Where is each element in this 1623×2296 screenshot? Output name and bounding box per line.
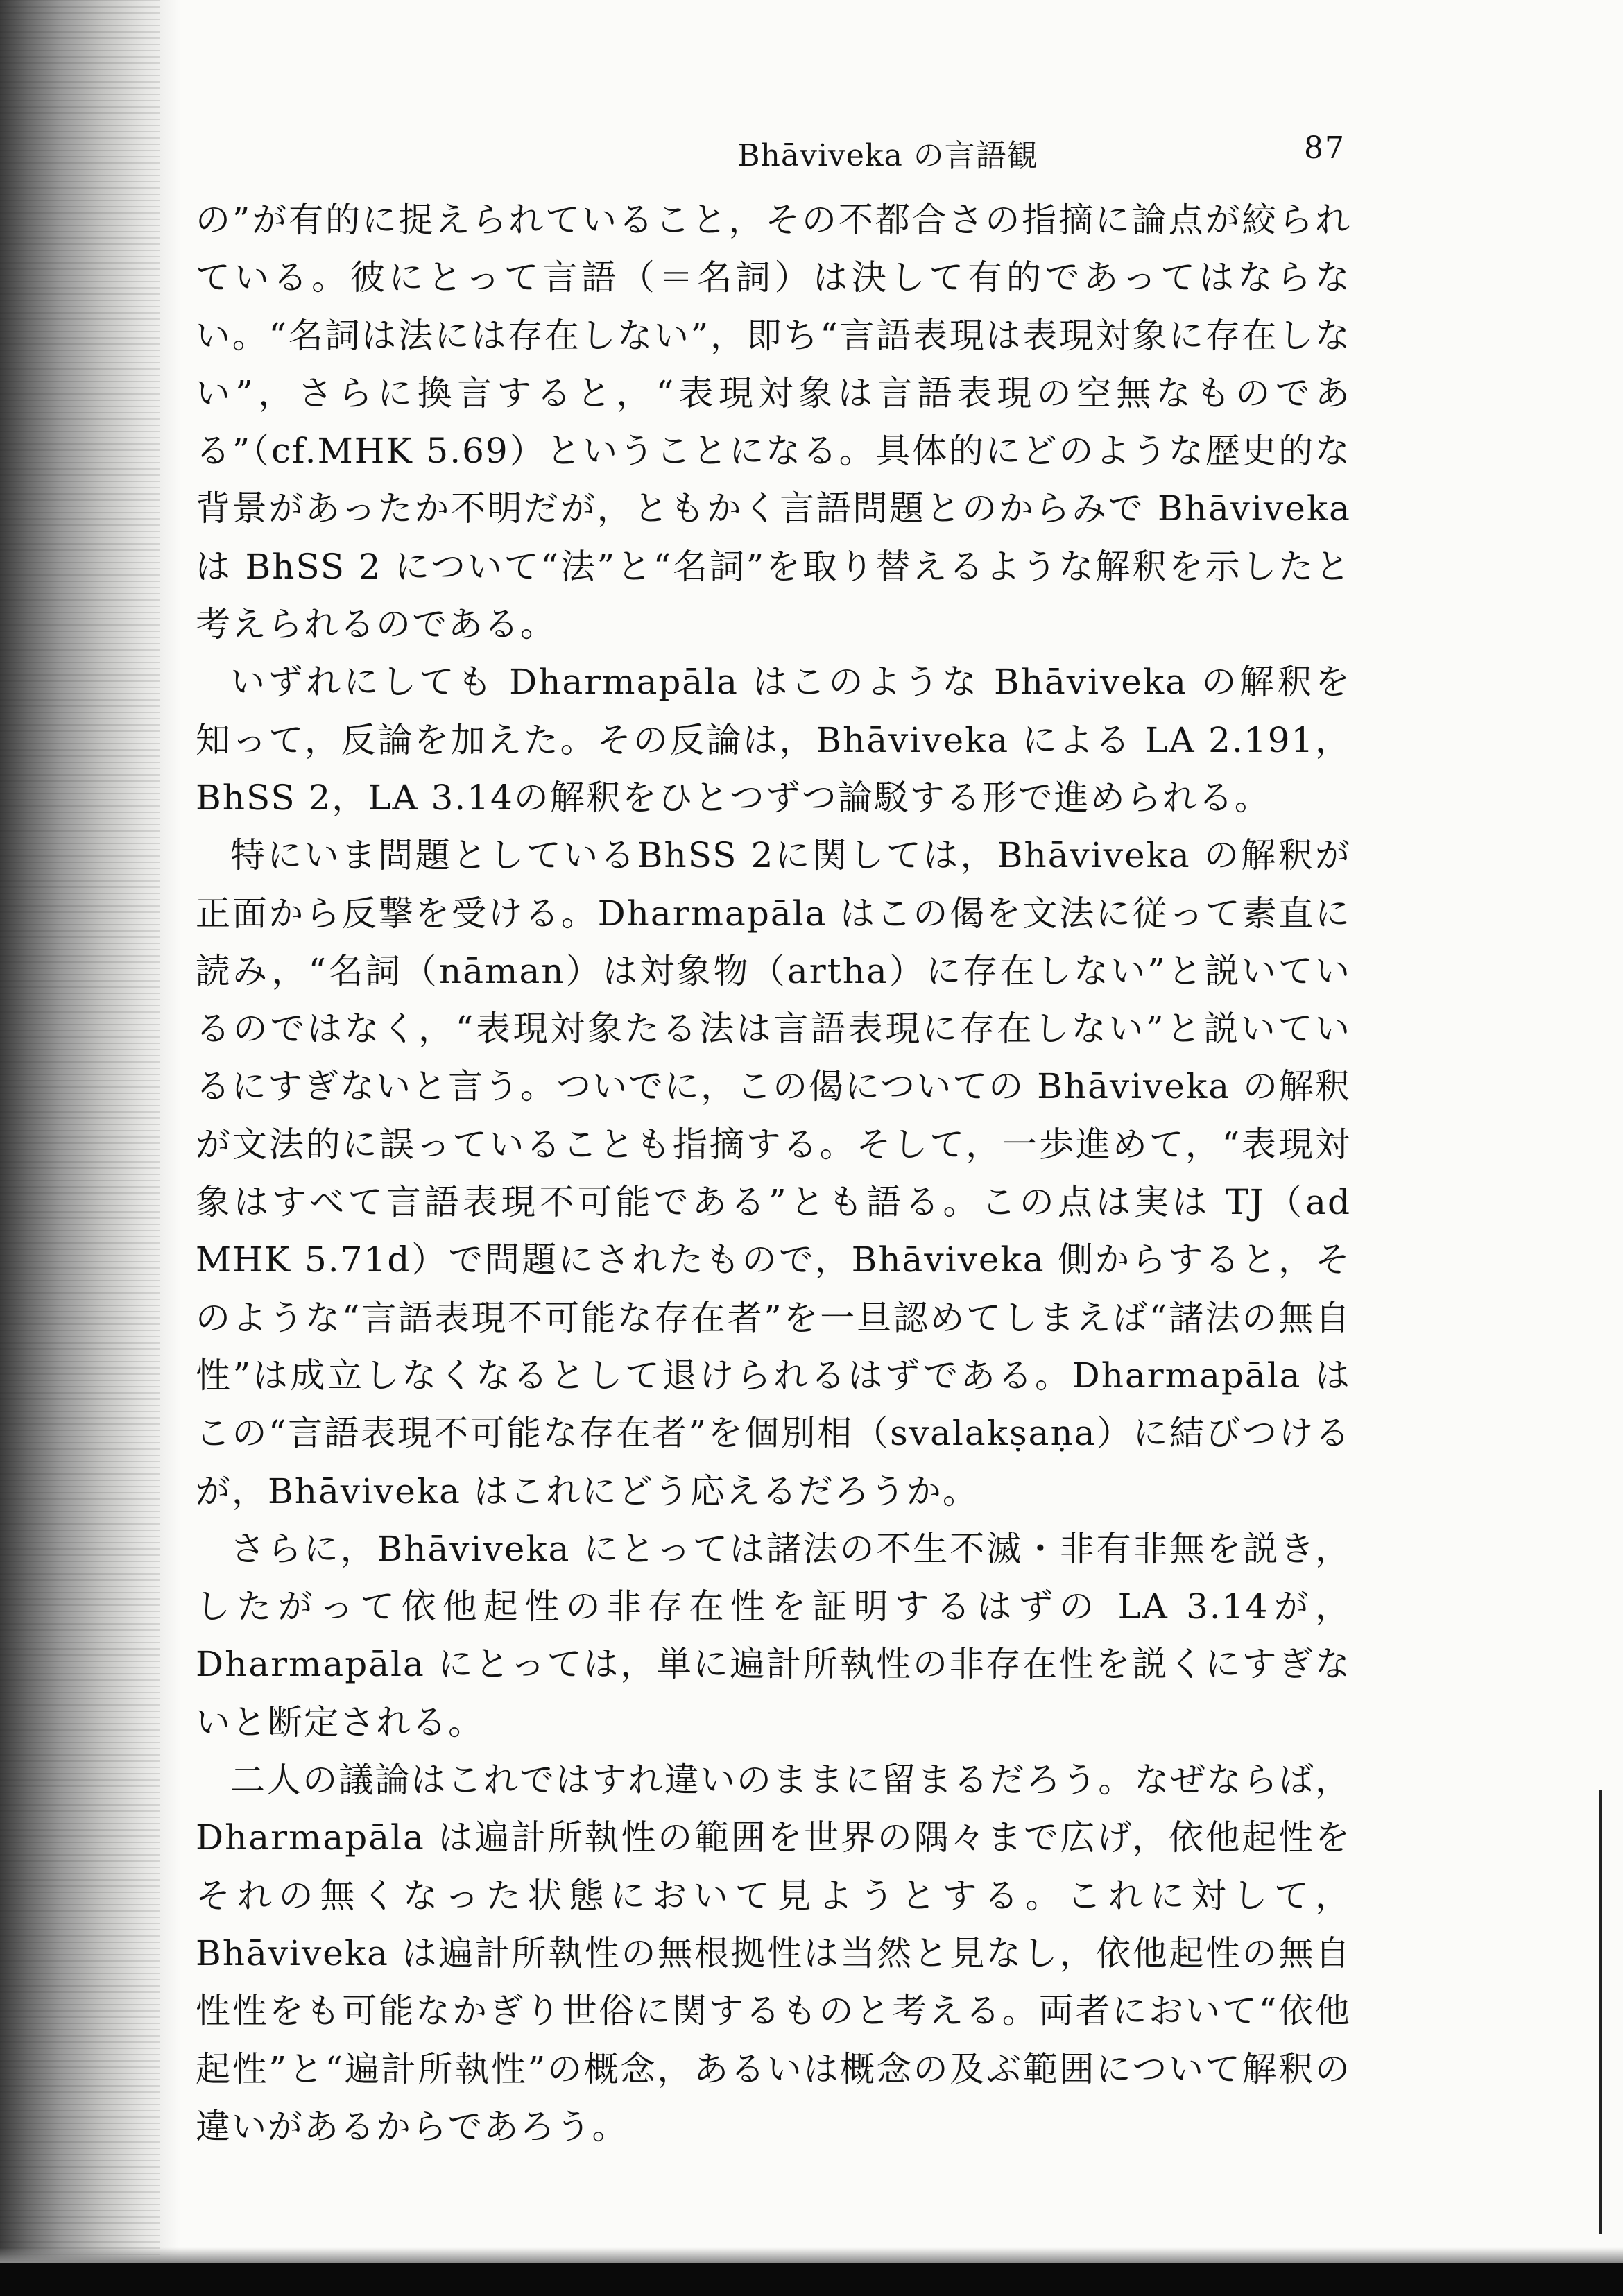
scan-right-edge (1599, 1790, 1602, 2234)
scan-binding-noise (0, 0, 160, 2296)
body-text (196, 191, 1351, 2156)
paragraph: 二人の議論はこれではすれ違いのままに留まるだろう。なぜならば，Dharmapāla は遍計所執性の範囲を世界の隅々まで広げ，依他起性をそれの無くなった状態において見ようとする。これに対して，Bhāviveka は遍計所執性の無根拠性は当然と見なし，依他起性の無自性性をも可能なかぎり世俗に関するものと考える。両者において“依他起性”と“遍計所執性”の概念，あるいは概念の及ぶ範囲について解釈の違いがあるからであろう。 (196, 1760, 1351, 2147)
paragraph: の”が有的に捉えられていること，その不都合さの指摘に論点が絞られている。彼にとって言語（＝名詞）は決して有的であってはならない。“名詞は法には存在しない”，即ち“言語表現は表現対象に存在しない”，さらに換言すると，“表現対象は言語表現の空無なものである”（cf.MHK 5.69）ということになる。具体的にどのような歴史的な背景があったか不明だが，ともかく言語問題とのからみで Bhāviveka は BhSS 2 について“法”と“名詞”を取り替えるような解釈を示したと考えられるのである。 (196, 200, 1351, 645)
scan-bottom-edge (0, 2263, 1623, 2296)
running-head (194, 123, 1346, 179)
scan-bottom-fade (0, 2247, 1623, 2263)
paragraph: いずれにしても Dharmapāla はこのような Bhāviveka の解釈を知って，反論を加えた。その反論は，Bhāviveka による LA 2.191，BhSS 2，LA 3.14の解釈をひとつずつ論駁する形で進められる。 (196, 662, 1351, 818)
page-number: 87 (1304, 130, 1346, 166)
running-title: Bhāviveka の言語観 (737, 138, 1038, 173)
paragraph: 特にいま問題としているBhSS 2に関しては，Bhāviveka の解釈が正面から反撃を受ける。Dharmapāla はこの偈を文法に従って素直に読み，“名詞（nāman）は対象物（artha）に存在しない”と説いているのではなく，“表現対象たる法は言語表現に存在しない”と説いているにすぎないと言う。ついでに，この偈についての Bhāviveka の解釈が文法的に誤っていることも指摘する。そして，一歩進めて，“表現対象はすべて言語表現不可能である”とも語る。この点は実は TJ（ad MHK 5.71d）で問題にされたもので，Bhāviveka 側からすると，そのような“言語表現不可能な存在者”を一旦認めてしまえば“諸法の無自性”は成立しなくなるとして退けられるはずである。Dharmapāla はこの“言語表現不可能な存在者”を個別相（svalakṣaṇa）に結びつけるが，Bhāviveka はこれにどう応えるだろうか。 (196, 835, 1351, 1511)
paragraph: さらに，Bhāviveka にとっては諸法の不生不滅・非有非無を説き，したがって依他起性の非存在性を証明するはずの LA 3.14が，Dharmapāla にとっては，単に遍計所執性の非存在性を説くにすぎないと断定される。 (196, 1528, 1351, 1742)
